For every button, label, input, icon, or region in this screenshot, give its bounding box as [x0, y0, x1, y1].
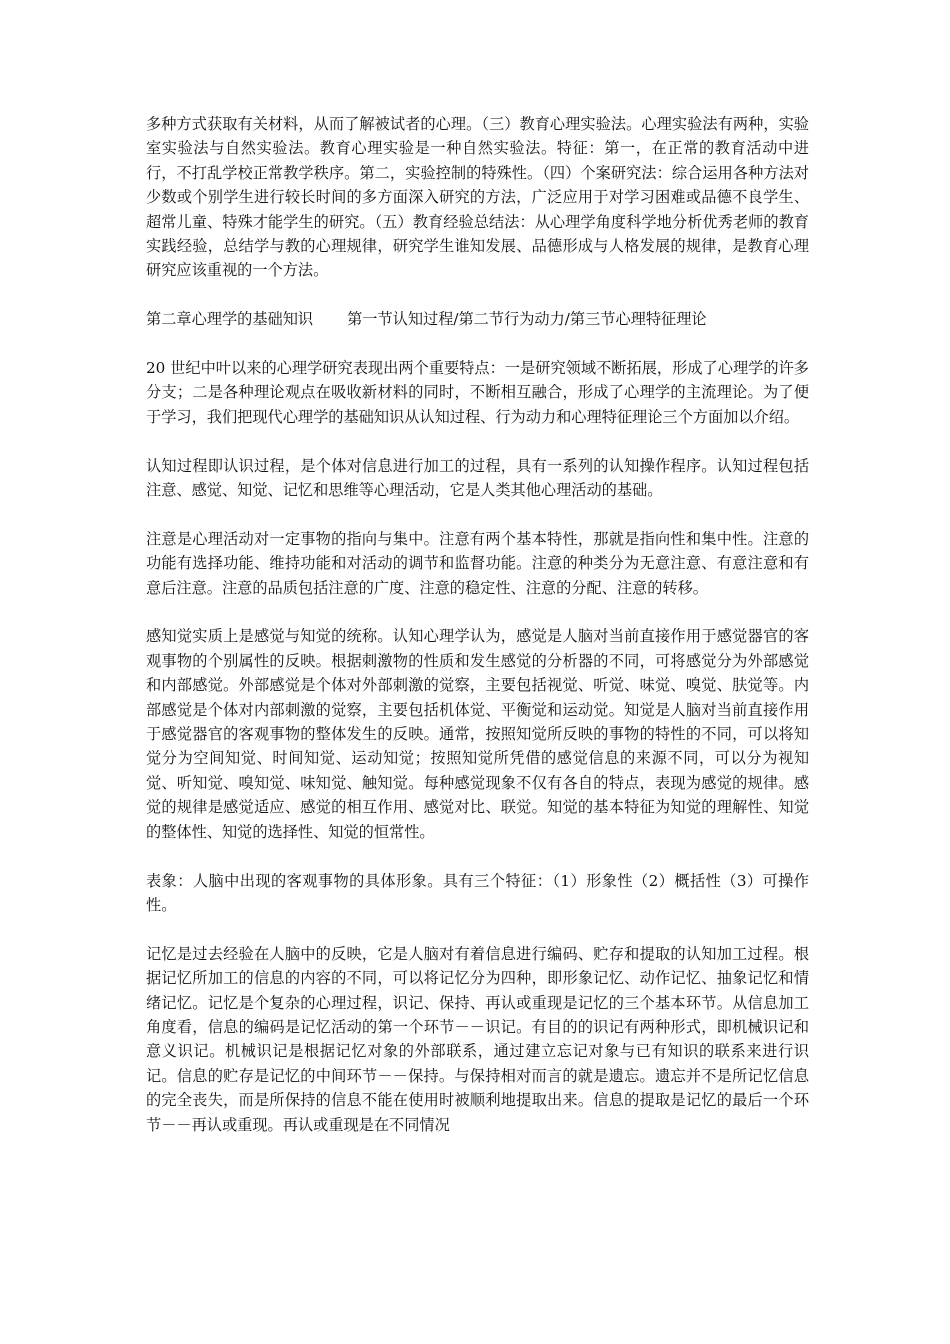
- paragraph-imagery: 表象：人脑中出现的客观事物的具体形象。具有三个特征：（1）形象性（2）概括性（3）可操作性。: [146, 871, 809, 914]
- paragraph-cognition: 认知过程即认识过程，是个体对信息进行加工的过程，具有一系列的认知操作程序。认知过程包括注意、感觉、知觉、记忆和思维等心理活动，它是人类其他心理活动的基础。: [146, 456, 809, 500]
- paragraph-attention: 注意是心理活动对一定事物的指向与集中。注意有两个基本特性，那就是指向性和集中性。注意的功能有选择功能、维持功能和对活动的调节和监督功能。注意的种类分为无意注意、有意注意和有意后注意。注意的品质包括注意的广度、注意的稳定性、注意的分配、注意的转移。: [146, 529, 809, 597]
- section-list: 第一节认知过程/第二节行为动力/第三节心理特征理论: [347, 310, 707, 329]
- chapter-title: 第二章心理学的基础知识: [146, 310, 314, 329]
- paragraph-intro: 20 世纪中叶以来的心理学研究表现出两个重要特点：一是研究领域不断拓展，形成了心理学的许多分支；二是各种理论观点在吸收新材料的同时，不断相互融合，形成了心理学的主流理论。为了便于学习，我们把现代心理学的基础知识从认知过程、行为动力和心理特征理论三个方面加以介绍。: [146, 359, 809, 426]
- document-page: [146, 112, 809, 1161]
- paragraph-perception: 感知觉实质上是感觉与知觉的统称。认知心理学认为，感觉是人脑对当前直接作用于感觉器官的客观事物的个别属性的反映。根据刺激物的性质和发生感觉的分析器的不同，可将感觉分为外部感觉和内部感觉。外部感觉是个体对外部刺激的觉察，主要包括视觉、听觉、味觉、嗅觉、肤觉等。内部感觉是个体对内部刺激的觉察，主要包括机体觉、平衡觉和运动觉。知觉是人脑对当前直接作用于感觉器官的客观事物的整体发生的反映。通常，按照知觉所反映的事物的特性的不同，可以将知觉分为空间知觉、时间知觉、运动知觉；按照知觉所凭借的感觉信息的来源不同，可以分为视知觉、听知觉、嗅知觉、味知觉、触知觉。每种感觉现象不仅有各自的特点，表现为感觉的规律。感觉的规律是感觉适应、感觉的相互作用、感觉对比、联觉。知觉的基本特征为知觉的理解性、知觉的整体性、知觉的选择性、知觉的恒常性。: [146, 627, 809, 841]
- chapter-heading: [146, 307, 809, 331]
- paragraph-memory: 记忆是过去经验在人脑中的反映，它是人脑对有着信息进行编码、贮存和提取的认知加工过程。根据记忆所加工的信息的内容的不同，可以将记忆分为四种，即形象记忆、动作记忆、抽象记忆和情绪记忆。记忆是个复杂的心理过程，识记、保持、再认或重现是记忆的三个基本环节。从信息加工角度看，信息的编码是记忆活动的第一个环节－－识记。有目的的识记有两种形式，即机械识记和意义识记。机械识记是根据记忆对象的外部联系，通过建立忘记对象与已有知识的联系来进行识记。信息的贮存是记忆的中间环节－－保持。与保持相对而言的就是遗忘。遗忘并不是所记忆信息的完全丧失，而是所保持的信息不能在使用时被顺利地提取出来。信息的提取是记忆的最后一个环节－－再认或重现。再认或重现是在不同情况: [146, 944, 809, 1134]
- paragraph-research-methods: 多种方式获取有关材料，从而了解被试者的心理。（三）教育心理实验法。心理实验法有两种，实验室实验法与自然实验法。教育心理实验是一种自然实验法。特征：第一，在正常的教育活动中进行，不打乱学校正常教学秩序。第二，实验控制的特殊性。（四）个案研究法：综合运用各种方法对少数或个别学生进行较长时间的多方面深入研究的方法，广泛应用于对学习困难或品德不良学生、超常儿童、特殊才能学生的研究。（五）教育经验总结法：从心理学角度科学地分析优秀老师的教育实践经验，总结学与教的心理规律，研究学生谁知发展、品德形成与人格发展的规律，是教育心理研究应该重视的一个方法。: [146, 115, 809, 280]
